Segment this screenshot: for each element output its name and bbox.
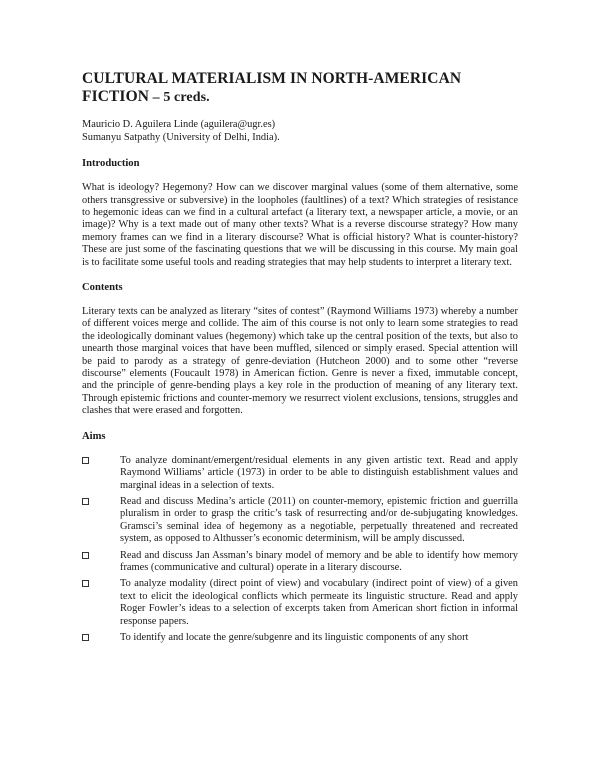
checkbox-bullet-icon <box>82 457 89 464</box>
aim-text: Read and discuss Medina’s article (2011) on counter-memory, epistemic friction and guerrilla pluralism in order to grasp the critic’s task of resurrecting and/or de-subjugating knowledges. Gramsci’s seminal idea of hegemony as a negotiable, perpetually threatened and recreated system, as opposed to Althusser’s economic determinism, will be amply discussed. <box>120 495 518 545</box>
aims-list <box>82 455 518 645</box>
checkbox-bullet-icon <box>82 580 89 587</box>
contents-paragraph: Literary texts can be analyzed as literary “sites of contest” (Raymond Williams 1973) whereby a number of different voices merge and collide. The aim of this course is not only to learn some strategies to read the ideologically dominant values (hegemony) which take up the central position of the texts, but also to unearth those marginal voices that have been muffled, silenced or simply erased. Special attention will be paid to parody as a strategy of genre-deviation (Hutcheon 2000) and to some other “reverse discourse” elements (Foucault 1978) in American fiction. Genre is never a fixed, immutable concept, and the principle of genre-bending plays a key role in the production of meaning of any literary text. Through epistemic frictions and counter-memory we resurrect violent exclusions, tensions, struggles and clashes that were erased and forgotten. <box>82 306 518 417</box>
aim-text: To identify and locate the genre/subgenre and its linguistic components of any short <box>120 631 469 643</box>
title-credits: – 5 creds. <box>149 90 210 105</box>
checkbox-bullet-icon <box>82 498 89 505</box>
author-1: Mauricio D. Aguilera Linde (aguilera@ugr.es) <box>82 119 276 130</box>
document-page <box>82 70 518 648</box>
introduction-paragraph: What is ideology? Hegemony? How can we discover marginal values (some of them alternative, some others transgressive or subversive) in the loopholes (faultlines) of a text? Which strategies of resistance to hegemonic ideas can we find in a cultural artefact (a literary text, a newspaper article, a movie, or an image)? Why is a text made out of many other texts? What is a reverse discourse strategy? How many memory frames can we find in a literary discourse? What is official history? What is counter-history? These are just some of the fascinating questions that we will be discussing in this course. My main goal is to facilitate some useful tools and reading strategies that may help students to interpret a literary text. <box>82 182 518 268</box>
aim-text: To analyze dominant/emergent/residual elements in any given artistic text. Read and apply Raymond Williams’ article (1973) in order to be able to distinguish establishment values and marginal ideas in a selection of texts. <box>120 454 518 491</box>
aim-text: To analyze modality (direct point of view) and vocabulary (indirect point of view) of a given text to elicit the ideological conflicts which permeate its linguistic structure. Read and apply Roger Fowler’s ideas to a selection of excerpts taken from American short fiction in informal response papers. <box>120 578 518 627</box>
aim-item <box>82 578 518 628</box>
authors-block <box>82 119 518 144</box>
checkbox-bullet-icon <box>82 552 89 559</box>
introduction-heading: Introduction <box>82 158 140 170</box>
contents-heading: Contents <box>82 282 123 294</box>
title-main: CULTURAL MATERIALISM IN NORTH-AMERICAN FICTION <box>82 70 462 105</box>
aim-item <box>82 550 518 575</box>
author-2: Sumanyu Satpathy (University of Delhi, India). <box>82 131 280 143</box>
aim-item <box>82 632 518 644</box>
aim-text: Read and discuss Jan Assman’s binary model of memory and be able to identify how memory frames (communicative and cultural) operate in a literary discourse. <box>120 549 518 573</box>
aim-item <box>82 455 518 492</box>
checkbox-bullet-icon <box>82 634 89 641</box>
document-title <box>82 70 518 107</box>
aim-item <box>82 496 518 546</box>
aims-heading: Aims <box>82 430 106 442</box>
